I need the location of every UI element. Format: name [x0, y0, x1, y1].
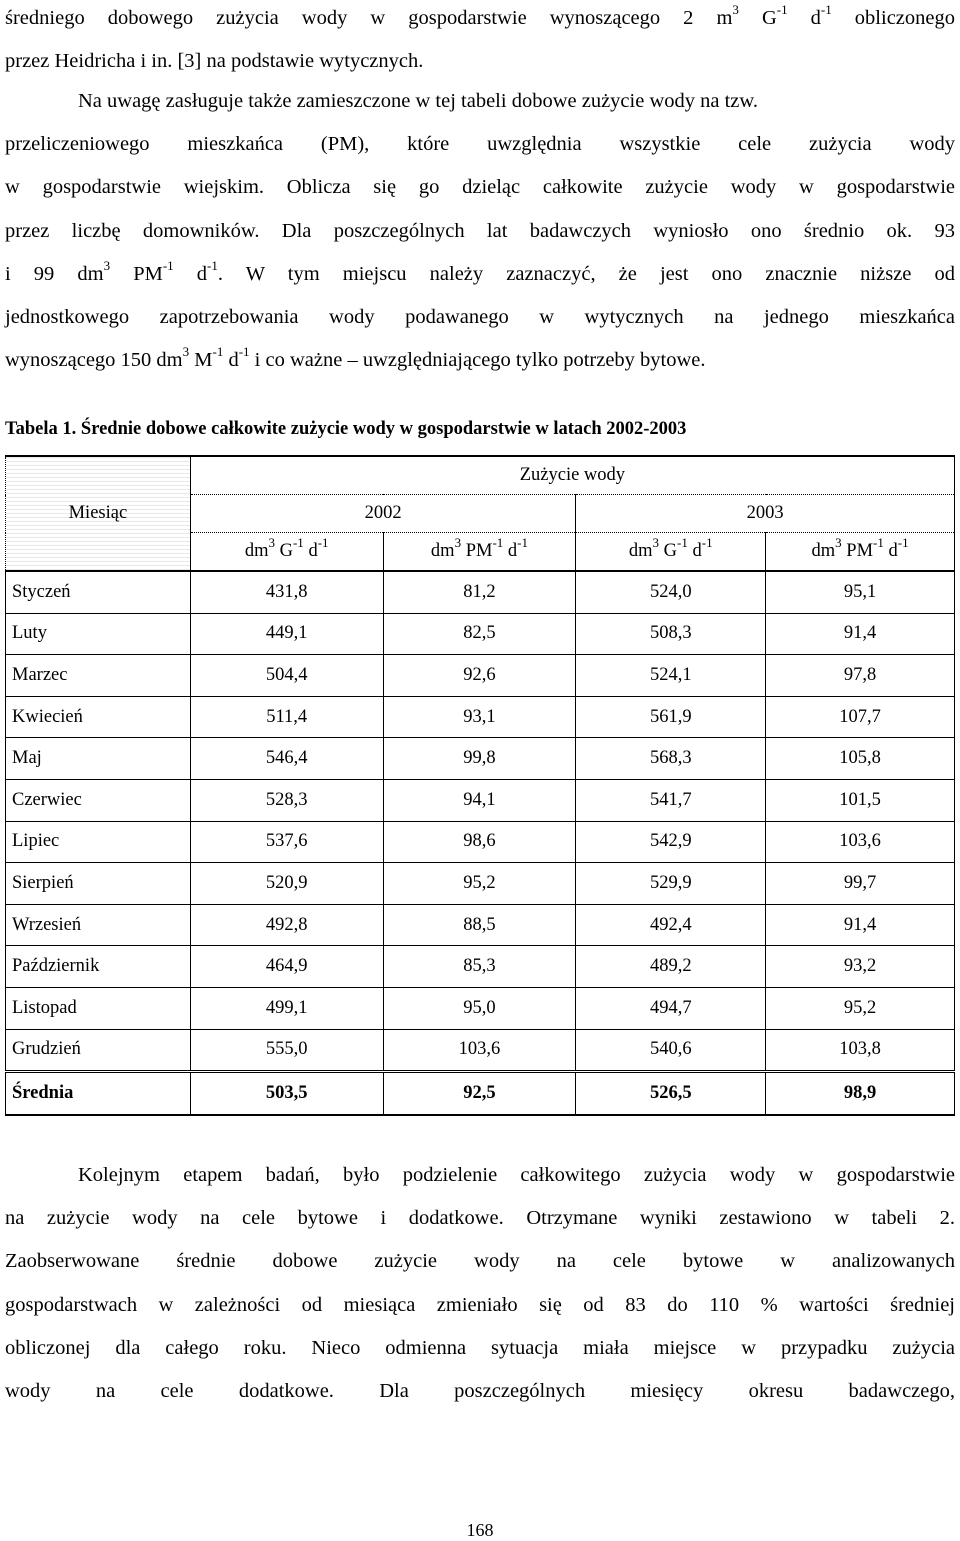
- cell-g2002: 555,0: [190, 1029, 383, 1072]
- cell-g2002: 528,3: [190, 779, 383, 821]
- table-row: [6, 613, 955, 655]
- cell-pm2003: 101,5: [766, 779, 955, 821]
- cell-month: Średnia: [6, 1072, 191, 1115]
- paragraph-2-line-2: przeliczeniowego mieszkańca (PM), które uwzględnia wszystkie cele zużycia wody: [5, 133, 955, 156]
- cell-g2003: 529,9: [576, 863, 766, 905]
- cell-g2003: 540,6: [576, 1029, 766, 1072]
- cell-g2003: 561,9: [576, 696, 766, 738]
- cell-g2003: 524,0: [576, 571, 766, 613]
- cell-month: Maj: [6, 738, 191, 780]
- paragraph-2-line-3: w gospodarstwie wiejskim. Oblicza się go dzieląc całkowite zużycie wody w gospodarstwie: [5, 176, 955, 199]
- cell-g2002: 546,4: [190, 738, 383, 780]
- cell-pm2002: 82,5: [383, 613, 576, 655]
- cell-month: Luty: [6, 613, 191, 655]
- paragraph-1: [5, 0, 955, 83]
- paragraph-3-line-1: Kolejnym etapem badań, było podzielenie całkowitego zużycia wody w gospodarstwie: [78, 1164, 955, 1186]
- cell-pm2003: 103,8: [766, 1029, 955, 1072]
- cell-pm2003: 95,1: [766, 571, 955, 613]
- cell-g2003: 524,1: [576, 655, 766, 697]
- cell-pm2002: 88,5: [383, 904, 576, 946]
- cell-pm2002: 94,1: [383, 779, 576, 821]
- cell-pm2002: 95,0: [383, 987, 576, 1029]
- cell-month: Październik: [6, 946, 191, 988]
- unit-g-2003: $dm^3$ $G^{-1}$ $d^{-1}$: [576, 533, 766, 572]
- paragraph-2-line-1: Na uwagę zasługuje także zamieszczone w tej tabeli dobowe zużycie wody na tzw.: [78, 90, 758, 112]
- cell-pm2002: 81,2: [383, 571, 576, 613]
- paragraph-3-line-6: wody na cele dodatkowe. Dla poszczególnych miesięcy okresu badawczego,: [5, 1379, 955, 1402]
- unit-g-2002: $dm^3$ $G^{-1}$ $d^{-1}$: [190, 533, 383, 572]
- cell-month: Grudzień: [6, 1029, 191, 1072]
- cell-month: Lipiec: [6, 821, 191, 863]
- cell-month: Wrzesień: [6, 904, 191, 946]
- cell-pm2003: 98,9: [766, 1072, 955, 1115]
- cell-g2003: 542,9: [576, 821, 766, 863]
- cell-g2003: 541,7: [576, 779, 766, 821]
- cell-pm2002: 92,5: [383, 1072, 576, 1115]
- cell-pm2002: 99,8: [383, 738, 576, 780]
- cell-pm2003: 99,7: [766, 863, 955, 905]
- table-row: [6, 821, 955, 863]
- cell-g2002: 492,8: [190, 904, 383, 946]
- table-row: [6, 863, 955, 905]
- table-row: [6, 987, 955, 1029]
- header-month: Miesiąc: [6, 456, 191, 571]
- cell-pm2003: 107,7: [766, 696, 955, 738]
- cell-pm2003: 95,2: [766, 987, 955, 1029]
- cell-g2002: 431,8: [190, 571, 383, 613]
- cell-pm2003: 105,8: [766, 738, 955, 780]
- table-row: [6, 655, 955, 697]
- cell-month: Kwiecień: [6, 696, 191, 738]
- cell-pm2003: 91,4: [766, 613, 955, 655]
- cell-pm2003: 91,4: [766, 904, 955, 946]
- paragraph-2-line-4: przez liczbę domowników. Dla poszczególnych lat badawczych wyniosło ono średnio ok. 93: [5, 219, 955, 242]
- table-row: [6, 571, 955, 613]
- paragraph-3: [5, 1154, 955, 1413]
- cell-pm2002: 103,6: [383, 1029, 576, 1072]
- paragraph-1-line-2: przez Heidricha i in. [3] na podstawie wytycznych.: [5, 50, 424, 73]
- cell-g2003: 526,5: [576, 1072, 766, 1115]
- cell-g2003: 489,2: [576, 946, 766, 988]
- paragraph-2-line-5: i 99 $dm^3$ $PM^{-1}$ $d^{-1}$. W tym miejscu należy zaznaczyć, że jest ono znacznie niższe od: [5, 257, 955, 285]
- paragraph-2-line-7: wynoszącego 150 $dm^3$ $M^{-1}$ $d^{-1}$ i co ważne – uwzględniającego tylko potrzeby bytowe.: [5, 344, 706, 372]
- cell-pm2003: 93,2: [766, 946, 955, 988]
- cell-month: Listopad: [6, 987, 191, 1029]
- table-row: [6, 904, 955, 946]
- table-row-average: [6, 1072, 955, 1115]
- cell-g2002: 537,6: [190, 821, 383, 863]
- unit-pm-2003: $dm^3$ $PM^{-1}$ $d^{-1}$: [766, 533, 955, 572]
- cell-g2002: 520,9: [190, 863, 383, 905]
- cell-g2002: 449,1: [190, 613, 383, 655]
- unit-pm-2002: $dm^3$ $PM^{-1}$ $d^{-1}$: [383, 533, 576, 572]
- cell-pm2002: 95,2: [383, 863, 576, 905]
- header-year-2002: 2002: [190, 495, 576, 533]
- cell-month: Sierpień: [6, 863, 191, 905]
- paragraph-2-line-6: jednostkowego zapotrzebowania wody podawanego w wytycznych na jednego mieszkańca: [5, 305, 955, 328]
- paragraph-2: [5, 80, 955, 382]
- cell-month: Marzec: [6, 655, 191, 697]
- paragraph-3-line-2: na zużycie wody na cele bytowe i dodatkowe. Otrzymane wyniki zestawiono w tabeli 2.: [5, 1207, 955, 1230]
- cell-g2002: 504,4: [190, 655, 383, 697]
- cell-g2003: 508,3: [576, 613, 766, 655]
- cell-pm2002: 93,1: [383, 696, 576, 738]
- table-row: [6, 779, 955, 821]
- cell-pm2003: 103,6: [766, 821, 955, 863]
- header-group: Zużycie wody: [190, 456, 954, 495]
- cell-g2002: 499,1: [190, 987, 383, 1029]
- cell-pm2002: 92,6: [383, 655, 576, 697]
- paragraph-3-line-4: gospodarstwach w zależności od miesiąca zmieniało się od 83 do 110 % wartości średniej: [5, 1293, 955, 1316]
- table-row: [6, 1029, 955, 1072]
- cell-g2003: 568,3: [576, 738, 766, 780]
- water-usage-table: [5, 455, 955, 1116]
- table-row: [6, 696, 955, 738]
- cell-g2002: 464,9: [190, 946, 383, 988]
- paragraph-3-line-5: obliczonej dla całego roku. Nieco odmienna sytuacja miała miejsce w przypadku zużycia: [5, 1336, 955, 1359]
- cell-pm2002: 98,6: [383, 821, 576, 863]
- header-row-group: [6, 456, 955, 495]
- cell-g2002: 503,5: [190, 1072, 383, 1115]
- cell-g2002: 511,4: [190, 696, 383, 738]
- cell-pm2003: 97,8: [766, 655, 955, 697]
- cell-pm2002: 85,3: [383, 946, 576, 988]
- header-year-2003: 2003: [576, 495, 955, 533]
- paragraph-1-line-1: średniego dobowego zużycia wody w gospodarstwie wynoszącego 2 $m^3$ $G^{-1}$ $d^{-1}$ obliczonego: [5, 2, 955, 29]
- cell-g2003: 492,4: [576, 904, 766, 946]
- cell-g2003: 494,7: [576, 987, 766, 1029]
- cell-month: Czerwiec: [6, 779, 191, 821]
- cell-month: Styczeń: [6, 571, 191, 613]
- paragraph-3-line-3: Zaobserwowane średnie dobowe zużycie wody na cele bytowe w analizowanych: [5, 1250, 955, 1273]
- table-row: [6, 738, 955, 780]
- table-caption: Tabela 1. Średnie dobowe całkowite zużycie wody w gospodarstwie w latach 2002-2003: [5, 419, 687, 439]
- page-number: 168: [466, 1520, 494, 1540]
- table-row: [6, 946, 955, 988]
